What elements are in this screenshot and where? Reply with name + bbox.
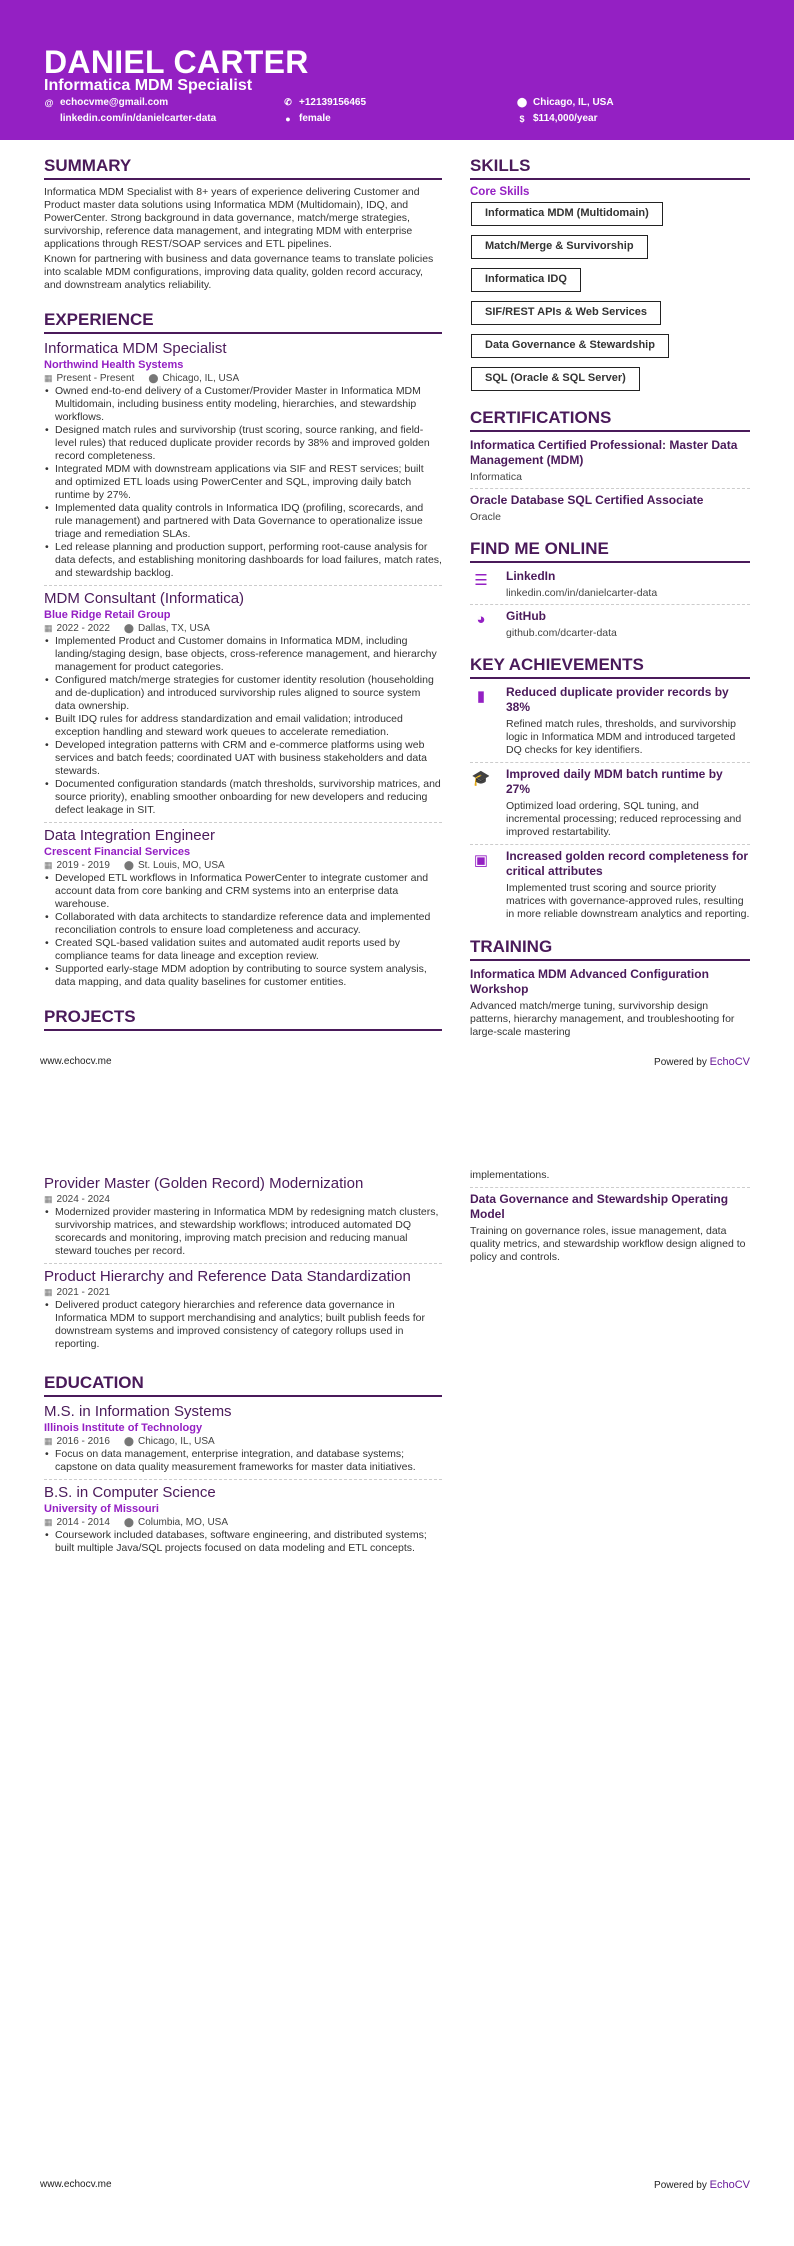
- location: [124, 1436, 215, 1447]
- contact-email[interactable]: [44, 97, 168, 108]
- location-text: Columbia, MO, USA: [137, 1517, 229, 1528]
- experience-organization: Crescent Financial Services: [44, 846, 191, 858]
- bar-chart-icon: ▮: [476, 688, 486, 705]
- divider: [470, 762, 750, 763]
- page-footer: [40, 1056, 750, 1068]
- calendar-icon: ▦: [44, 1287, 53, 1297]
- profile-label: LinkedIn: [506, 569, 556, 583]
- linkedin-icon: ☰: [474, 572, 488, 589]
- skill-row: [470, 334, 750, 367]
- skill-tags: [470, 202, 750, 400]
- education-organization: University of Missouri: [44, 1503, 159, 1515]
- education-list: [44, 1403, 442, 1555]
- date-range: [44, 373, 134, 384]
- calendar-icon: ▦: [44, 623, 53, 633]
- experience-list: [44, 340, 442, 989]
- date-text: 2016 - 2016: [56, 1436, 110, 1447]
- profile-text: [506, 569, 657, 599]
- candidate-name: DANIEL CARTER: [44, 44, 309, 80]
- location-text: Dallas, TX, USA: [137, 623, 211, 634]
- contact-salary: [517, 113, 598, 124]
- summary-paragraph: Informatica MDM Specialist with 8+ years of experience delivering Customer and Product master data solutions using Informatica MDM (Multidomain), IDQ, and PowerCenter. Strong background in data governance, match/merge strategies, survivorship, reference data management, and integrating MDM with enterprise applications through REST/SOAP services and ETL pipelines.: [44, 186, 420, 250]
- achievement-item: [470, 685, 750, 757]
- github-icon: ◕: [476, 611, 486, 628]
- location-text: St. Louis, MO, USA: [137, 860, 225, 871]
- bullet-item: • Configured match/merge strategies for customer identity resolution (householding and de-duplication) and introduced survivorship rules aligned to source system data ownership.: [44, 674, 442, 713]
- date-range: [44, 860, 110, 871]
- skill-row: [470, 367, 750, 400]
- education-organization: Illinois Institute of Technology: [44, 1422, 203, 1434]
- experience-organization: Blue Ridge Retail Group: [44, 609, 171, 621]
- date-range: [44, 1436, 110, 1447]
- projects-title: Provider Master (Golden Record) Modernization: [44, 1175, 364, 1192]
- profile-url[interactable]: github.com/dcarter-data: [506, 627, 617, 639]
- projects-heading: PROJECTS: [44, 1007, 442, 1031]
- divider: [44, 585, 442, 586]
- location-pin-icon: ⬤: [123, 860, 134, 870]
- experience-heading: EXPERIENCE: [44, 310, 442, 334]
- bullet-item: • Modernized provider mastering in Informatica MDM by redesigning match clusters, survivorship matrices, and stewardship workflows; introduced automated DQ scorecards and monitoring, improving match precision and reducing manual steward touches per record.: [44, 1206, 442, 1258]
- bullet-list: [44, 385, 442, 580]
- experience-organization: Northwind Health Systems: [44, 359, 184, 371]
- document-search-icon: ▣: [473, 852, 489, 869]
- projects-title: Product Hierarchy and Reference Data Standardization: [44, 1268, 411, 1285]
- education-title: M.S. in Information Systems: [44, 1403, 232, 1420]
- bullet-list: [44, 1529, 442, 1555]
- training-title: Data Governance and Stewardship Operating Model: [470, 1192, 729, 1221]
- location-pin-icon: ⬤: [123, 1436, 134, 1446]
- bullet-item: • Created SQL-based validation suites and automated audit reports used by compliance teams for data lineage and exception review.: [44, 937, 442, 963]
- page-footer: [40, 2179, 750, 2191]
- skill-row: [470, 235, 750, 268]
- bullet-list: [44, 1299, 442, 1351]
- online-list: [470, 569, 750, 639]
- skill-tag: SIF/REST APIs & Web Services: [471, 301, 661, 325]
- projects-list: [44, 1175, 442, 1351]
- divider: [44, 822, 442, 823]
- location: [124, 860, 225, 871]
- brand-logo-text: EchoCV: [709, 1056, 750, 1068]
- skill-tag: Data Governance & Stewardship: [471, 334, 669, 358]
- training-description-continued: implementations.: [470, 1169, 550, 1181]
- divider: [470, 604, 750, 605]
- skill-tag: Informatica IDQ: [471, 268, 581, 292]
- phone-text: +12139156465: [299, 97, 367, 108]
- skill-tag: Informatica MDM (Multidomain): [471, 202, 663, 226]
- graduation-cap-icon: 🎓: [471, 770, 491, 787]
- experience-title: Data Integration Engineer: [44, 827, 215, 844]
- powered-by: [654, 2179, 750, 2191]
- location-pin-icon: ⬤: [123, 1517, 134, 1527]
- contact-phone: [283, 97, 366, 108]
- location-text: Chicago, IL, USA: [533, 97, 614, 108]
- online-profile[interactable]: [470, 569, 750, 599]
- skill-tag: SQL (Oracle & SQL Server): [471, 367, 640, 391]
- bullet-item: • Coursework included databases, software engineering, and distributed systems; built multiple Java/SQL projects focused on data modeling and ETL concepts.: [44, 1529, 442, 1555]
- bullet-item: • Led release planning and production support, performing root-cause analysis for data defects, and establishing monitoring dashboards for load failures, match rates, and stewardship backlog.: [44, 541, 442, 580]
- person-icon: ●: [285, 113, 291, 124]
- bullet-list: [44, 635, 442, 817]
- location-pin-icon: ⬤: [148, 373, 159, 383]
- date-text: 2021 - 2021: [56, 1287, 110, 1298]
- bullet-item: • Focus on data management, enterprise integration, and database systems; capstone on data quality measurement frameworks for master data initiatives.: [44, 1448, 442, 1474]
- achievement-description: Refined match rules, thresholds, and survivorship logic in Informatica MDM and introduced targeted DQ checks for key identifiers.: [506, 718, 736, 756]
- meta-row: [44, 860, 442, 871]
- certification-name: Informatica Certified Professional: Master Data Management (MDM): [470, 438, 738, 467]
- bullet-item: • Collaborated with data architects to standardize reference data and implemented reconciliation controls to ensure load completeness and accuracy.: [44, 911, 442, 937]
- achievement-title: Reduced duplicate provider records by 38%: [506, 685, 729, 714]
- divider: [44, 1479, 442, 1480]
- achievement-description: Optimized load ordering, SQL tuning, and incremental processing; reduced reprocessing and improved restartability.: [506, 800, 742, 838]
- meta-row: [44, 1194, 442, 1205]
- right-column: [470, 1169, 750, 1264]
- bullet-item: • Implemented Product and Customer domains in Informatica MDM, including landing/staging design, base objects, cross-reference management, and hierarchy management for product categories.: [44, 635, 442, 674]
- bullet-item: • Owned end-to-end delivery of a Customer/Provider Master in Informatica MDM Multidomain, including business entity modeling, hierarchies, and stewardship workflows.: [44, 385, 442, 424]
- date-range: [44, 623, 110, 634]
- powered-by-text: Powered by: [654, 2180, 707, 2191]
- bullet-list: [44, 872, 442, 989]
- profile-text: [506, 609, 617, 639]
- powered-by: [654, 1056, 750, 1068]
- skill-row: [470, 268, 750, 301]
- skills-heading: SKILLS: [470, 156, 750, 180]
- calendar-icon: ▦: [44, 860, 53, 870]
- bullet-item: • Developed integration patterns with CRM and e-commerce platforms using web services and batch feeds; coordinated UAT with business stakeholders and data stewards.: [44, 739, 442, 778]
- bullet-item: • Built IDQ rules for address standardization and email validation; introduced exception handling and steward work queues to accelerate remediation.: [44, 713, 442, 739]
- meta-row: [44, 1287, 442, 1298]
- divider: [470, 488, 750, 489]
- meta-row: [44, 1436, 442, 1447]
- training-description: Advanced match/merge tuning, survivorship design patterns, hierarchy management, and troubleshooting for large-scale mastering: [470, 1000, 735, 1038]
- calendar-icon: ▦: [44, 1194, 53, 1204]
- candidate-title: Informatica MDM Specialist: [44, 77, 253, 94]
- certification-issuer: Informatica: [470, 471, 522, 483]
- date-text: 2014 - 2014: [56, 1517, 110, 1528]
- date-text: 2024 - 2024: [56, 1194, 110, 1205]
- location-text: Chicago, IL, USA: [162, 373, 240, 384]
- skill-tag: Match/Merge & Survivorship: [471, 235, 648, 259]
- experience-title: Informatica MDM Specialist: [44, 340, 227, 357]
- bullet-list: [44, 1448, 442, 1474]
- left-column: [44, 156, 442, 1037]
- achievement-text: [506, 767, 750, 839]
- achievements-list: [470, 685, 750, 921]
- bullet-item: • Documented configuration standards (match thresholds, survivorship matrices, and source priority), enabling smoother onboarding for new developers and reducing defect leakage in SIT.: [44, 778, 442, 817]
- achievement-title: Improved daily MDM batch runtime by 27%: [506, 767, 723, 796]
- achievement-description: Implemented trust scoring and source priority matrices with governance-approved rules, resulting in more reliable downstream analytics and reporting.: [506, 882, 750, 920]
- meta-row: [44, 1517, 442, 1528]
- calendar-icon: ▦: [44, 1436, 53, 1446]
- achievement-item: [470, 767, 750, 839]
- resume-page-2: [0, 1123, 794, 2246]
- skill-row: [470, 202, 750, 235]
- date-text: 2019 - 2019: [56, 860, 110, 871]
- date-range: [44, 1517, 110, 1528]
- skills-group-label: Core Skills: [470, 186, 530, 198]
- bullet-item: • Supported early-stage MDM adoption by contributing to source system analysis, data mapping, and data quality baselines for customer entities.: [44, 963, 442, 989]
- contact-gender: [283, 113, 331, 124]
- divider: [470, 1187, 750, 1188]
- summary-heading: SUMMARY: [44, 156, 442, 180]
- bullet-item: • Implemented data quality controls in Informatica IDQ (profiling, scorecards, and rule management) and partnered with Data Governance to operationalize issue triage and remediation SLAs.: [44, 502, 442, 541]
- footer-site-link[interactable]: www.echocv.me: [40, 2179, 112, 2190]
- achievement-text: [506, 685, 750, 757]
- online-profile[interactable]: [470, 609, 750, 639]
- left-column: [44, 1173, 442, 1555]
- gender-text: female: [299, 113, 331, 124]
- date-range: [44, 1194, 110, 1205]
- calendar-icon: ▦: [44, 373, 53, 383]
- brand-logo-text: EchoCV: [709, 2179, 750, 2191]
- location-text: Chicago, IL, USA: [137, 1436, 215, 1447]
- meta-row: [44, 373, 442, 384]
- training-heading: TRAINING: [470, 937, 750, 961]
- certification-name: Oracle Database SQL Certified Associate: [470, 493, 704, 507]
- at-icon: @: [44, 97, 54, 108]
- date-range: [44, 1287, 110, 1298]
- education-title: B.S. in Computer Science: [44, 1484, 216, 1501]
- salary-text: $114,000/year: [533, 113, 598, 124]
- location: [124, 623, 210, 634]
- calendar-icon: ▦: [44, 1517, 53, 1527]
- achievement-item: [470, 849, 750, 921]
- divider: [470, 844, 750, 845]
- divider: [44, 1263, 442, 1264]
- powered-by-text: Powered by: [654, 1057, 707, 1068]
- bullet-item: • Developed ETL workflows in Informatica PowerCenter to integrate customer and account data from core banking and CRM systems into an enterprise data warehouse.: [44, 872, 442, 911]
- achievements-heading: KEY ACHIEVEMENTS: [470, 655, 750, 679]
- summary-paragraph: Known for partnering with business and data governance teams to translate policies into scalable MDM configurations, improving data quality, golden record accuracy, and downstream analytics reliability.: [44, 253, 434, 291]
- resume-header: [0, 0, 794, 140]
- phone-icon: ✆: [284, 97, 292, 107]
- online-heading: FIND ME ONLINE: [470, 539, 750, 563]
- location: [124, 1517, 228, 1528]
- date-text: 2022 - 2022: [56, 623, 110, 634]
- date-text: Present - Present: [56, 373, 135, 384]
- achievement-text: [506, 849, 750, 921]
- certifications-list: [470, 438, 750, 523]
- profile-label: GitHub: [506, 609, 546, 623]
- training-description: Training on governance roles, issue management, data quality metrics, and stewardship workflow design aligned to policy and controls.: [470, 1225, 746, 1263]
- profile-url[interactable]: linkedin.com/in/danielcarter-data: [506, 587, 658, 599]
- skill-row: [470, 301, 750, 334]
- contact-location: [517, 97, 614, 108]
- footer-site-link[interactable]: www.echocv.me: [40, 1056, 112, 1067]
- certification-issuer: Oracle: [470, 511, 501, 523]
- right-column: [470, 156, 750, 1039]
- bullet-item: • Delivered product category hierarchies and reference data governance in Informatica MDM to support merchandising and analytics; built publish feeds for downstream systems and improved consistency of category rollups used in reporting.: [44, 1299, 442, 1351]
- meta-row: [44, 623, 442, 634]
- achievement-title: Increased golden record completeness for critical attributes: [506, 849, 749, 878]
- location-pin-icon: ⬤: [123, 623, 134, 633]
- certifications-heading: CERTIFICATIONS: [470, 408, 750, 432]
- email-text: echocvme@gmail.com: [60, 97, 169, 108]
- bullet-list: [44, 1206, 442, 1258]
- bullet-item: • Designed match rules and survivorship (trust scoring, source ranking, and field-level rules) that reduced duplicate provider records by 38% and improved golden record completeness.: [44, 424, 442, 463]
- training-title: Informatica MDM Advanced Configuration Workshop: [470, 967, 709, 996]
- location: [148, 373, 239, 384]
- education-heading: EDUCATION: [44, 1373, 442, 1397]
- experience-title: MDM Consultant (Informatica): [44, 590, 245, 607]
- money-icon: $: [519, 113, 525, 124]
- linkedin-text: linkedin.com/in/danielcarter-data: [60, 113, 217, 124]
- bullet-item: • Integrated MDM with downstream applications via SIF and REST services; built and optimized ETL loads using PowerCenter and SQL, improving daily batch runtime by 27%.: [44, 463, 442, 502]
- contact-linkedin[interactable]: [44, 113, 216, 124]
- location-pin-icon: ⬤: [517, 97, 528, 107]
